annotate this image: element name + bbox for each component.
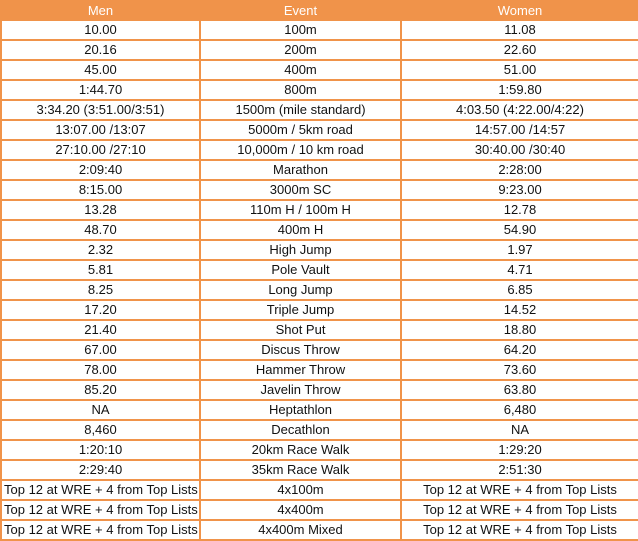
table-row xyxy=(1,60,638,80)
table-row xyxy=(1,140,638,160)
table-row xyxy=(1,520,638,540)
event-cell: 10,000m / 10 km road xyxy=(200,140,401,160)
women-cell: 6.85 xyxy=(401,280,638,300)
table-row xyxy=(1,420,638,440)
event-cell: Javelin Throw xyxy=(200,380,401,400)
men-cell: 8,460 xyxy=(1,420,200,440)
women-cell: 2:51:30 xyxy=(401,460,638,480)
men-cell: 3:34.20 (3:51.00/3:51) xyxy=(1,100,200,120)
event-cell: 5000m / 5km road xyxy=(200,120,401,140)
women-cell: 2:28:00 xyxy=(401,160,638,180)
table-row xyxy=(1,340,638,360)
women-cell: 64.20 xyxy=(401,340,638,360)
table-row xyxy=(1,240,638,260)
men-cell: Top 12 at WRE + 4 from Top Lists xyxy=(1,500,200,520)
men-cell: 48.70 xyxy=(1,220,200,240)
women-cell: 1.97 xyxy=(401,240,638,260)
women-cell: 4:03.50 (4:22.00/4:22) xyxy=(401,100,638,120)
women-cell: 14.52 xyxy=(401,300,638,320)
event-cell: 1500m (mile standard) xyxy=(200,100,401,120)
women-cell: 9:23.00 xyxy=(401,180,638,200)
event-cell: 4x100m xyxy=(200,480,401,500)
event-cell: 400m xyxy=(200,60,401,80)
event-cell: 200m xyxy=(200,40,401,60)
event-cell: 400m H xyxy=(200,220,401,240)
women-cell: 14:57.00 /14:57 xyxy=(401,120,638,140)
event-cell: Heptathlon xyxy=(200,400,401,420)
women-cell: 30:40.00 /30:40 xyxy=(401,140,638,160)
table-row xyxy=(1,120,638,140)
men-cell: 27:10.00 /27:10 xyxy=(1,140,200,160)
table-row xyxy=(1,280,638,300)
men-cell: 1:20:10 xyxy=(1,440,200,460)
men-cell: 1:44.70 xyxy=(1,80,200,100)
women-cell: 54.90 xyxy=(401,220,638,240)
table-row xyxy=(1,100,638,120)
table-row xyxy=(1,80,638,100)
men-cell: NA xyxy=(1,400,200,420)
event-cell: 3000m SC xyxy=(200,180,401,200)
table-row xyxy=(1,440,638,460)
women-cell: 6,480 xyxy=(401,400,638,420)
women-cell: 73.60 xyxy=(401,360,638,380)
event-cell: Discus Throw xyxy=(200,340,401,360)
women-cell: Top 12 at WRE + 4 from Top Lists xyxy=(401,520,638,540)
table-row xyxy=(1,480,638,500)
table-row xyxy=(1,20,638,40)
men-cell: 45.00 xyxy=(1,60,200,80)
women-cell: Top 12 at WRE + 4 from Top Lists xyxy=(401,480,638,500)
table-row xyxy=(1,160,638,180)
men-cell: 13:07.00 /13:07 xyxy=(1,120,200,140)
women-cell: 1:59.80 xyxy=(401,80,638,100)
table-row xyxy=(1,500,638,520)
men-cell: 8.25 xyxy=(1,280,200,300)
men-cell: 8:15.00 xyxy=(1,180,200,200)
event-cell: 20km Race Walk xyxy=(200,440,401,460)
table-row xyxy=(1,40,638,60)
men-cell: 2:29:40 xyxy=(1,460,200,480)
event-cell: Marathon xyxy=(200,160,401,180)
table-row xyxy=(1,320,638,340)
men-cell: 5.81 xyxy=(1,260,200,280)
event-cell: 100m xyxy=(200,20,401,40)
event-cell: 4x400m Mixed xyxy=(200,520,401,540)
table-row xyxy=(1,200,638,220)
women-cell: 1:29:20 xyxy=(401,440,638,460)
men-cell: 20.16 xyxy=(1,40,200,60)
header-row xyxy=(1,1,638,20)
event-cell: Decathlon xyxy=(200,420,401,440)
header-men: Men xyxy=(1,1,200,20)
table-row xyxy=(1,300,638,320)
men-cell: 67.00 xyxy=(1,340,200,360)
men-cell: 13.28 xyxy=(1,200,200,220)
table-row xyxy=(1,260,638,280)
table-row xyxy=(1,400,638,420)
table-row xyxy=(1,460,638,480)
event-cell: Triple Jump xyxy=(200,300,401,320)
table-body xyxy=(1,20,638,540)
header-women: Women xyxy=(401,1,638,20)
men-cell: Top 12 at WRE + 4 from Top Lists xyxy=(1,520,200,540)
women-cell: Top 12 at WRE + 4 from Top Lists xyxy=(401,500,638,520)
women-cell: NA xyxy=(401,420,638,440)
women-cell: 18.80 xyxy=(401,320,638,340)
men-cell: 17.20 xyxy=(1,300,200,320)
men-cell: 10.00 xyxy=(1,20,200,40)
event-cell: 4x400m xyxy=(200,500,401,520)
table-row xyxy=(1,220,638,240)
men-cell: 85.20 xyxy=(1,380,200,400)
women-cell: 63.80 xyxy=(401,380,638,400)
event-cell: 35km Race Walk xyxy=(200,460,401,480)
women-cell: 11.08 xyxy=(401,20,638,40)
women-cell: 12.78 xyxy=(401,200,638,220)
women-cell: 22.60 xyxy=(401,40,638,60)
women-cell: 4.71 xyxy=(401,260,638,280)
men-cell: 21.40 xyxy=(1,320,200,340)
header-event: Event xyxy=(200,1,401,20)
event-cell: High Jump xyxy=(200,240,401,260)
table-row xyxy=(1,380,638,400)
event-cell: 800m xyxy=(200,80,401,100)
table-row xyxy=(1,360,638,380)
women-cell: 51.00 xyxy=(401,60,638,80)
event-cell: 110m H / 100m H xyxy=(200,200,401,220)
event-cell: Long Jump xyxy=(200,280,401,300)
men-cell: 2.32 xyxy=(1,240,200,260)
event-cell: Hammer Throw xyxy=(200,360,401,380)
men-cell: Top 12 at WRE + 4 from Top Lists xyxy=(1,480,200,500)
men-cell: 78.00 xyxy=(1,360,200,380)
event-cell: Pole Vault xyxy=(200,260,401,280)
table-row xyxy=(1,180,638,200)
event-cell: Shot Put xyxy=(200,320,401,340)
men-cell: 2:09:40 xyxy=(1,160,200,180)
